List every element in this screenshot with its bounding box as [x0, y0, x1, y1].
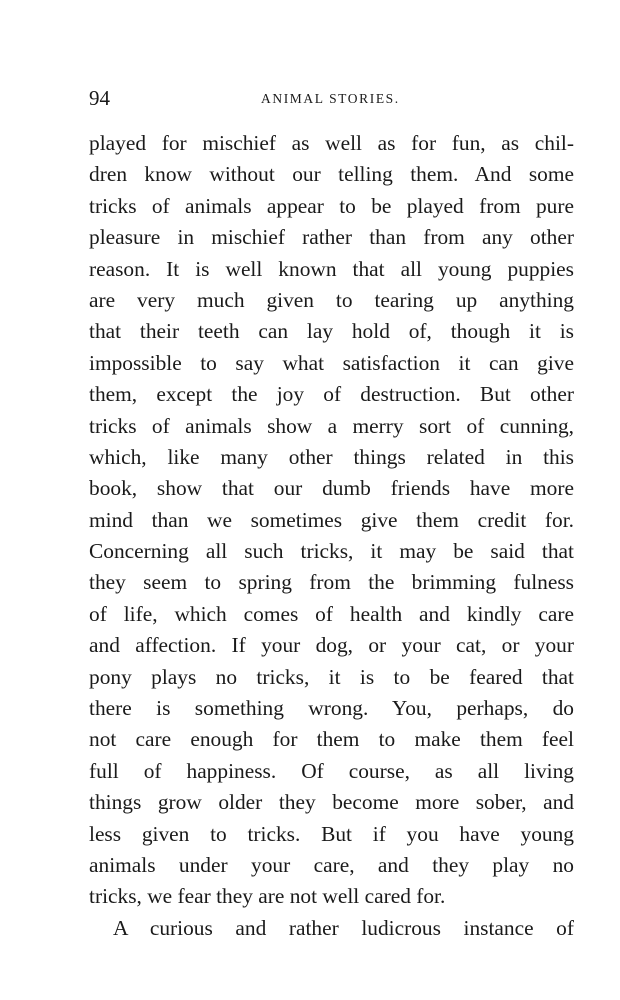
text-line: them, except the joy of destruction. But other	[89, 382, 574, 407]
text-line: reason. It is well known that all young puppies	[89, 256, 574, 281]
text-line: there is something wrong. You, perhaps, do	[89, 696, 574, 721]
text-line: tricks of animals show a merry sort of cunning,	[89, 413, 574, 438]
text-line: that their teeth can lay hold of, though it is	[89, 319, 574, 344]
text-line: which, like many other things related in this	[89, 444, 574, 469]
text-line: are very much given to tearing up anything	[89, 287, 574, 312]
text-line: pleasure in mischief rather than from any other	[89, 225, 574, 250]
text-line: and affection. If your dog, or your cat, or your	[89, 633, 574, 658]
text-line: played for mischief as well as for fun, as chil-	[89, 131, 574, 155]
page-number: 94	[89, 86, 110, 110]
body-text	[89, 128, 574, 944]
running-title: ANIMAL STORIES.	[261, 91, 400, 106]
text-line: less given to tricks. But if you have young	[89, 821, 574, 846]
text-line: things grow older they become more sober, and	[89, 790, 574, 815]
text-line: animals under your care, and they play no	[89, 852, 574, 877]
text-line: book, show that our dumb friends have more	[89, 476, 574, 501]
text-line: mind than we sometimes give them credit for.	[89, 507, 574, 532]
text-line: Concerning all such tricks, it may be said that	[89, 539, 574, 564]
text-line: A curious and rather ludicrous instance of	[113, 915, 574, 940]
text-line: full of happiness. Of course, as all living	[89, 758, 574, 783]
text-line: they seem to spring from the brimming fulness	[89, 570, 574, 595]
text-line: of life, which comes of health and kindly care	[89, 601, 574, 626]
text-line: tricks, we fear they are not well cared for.	[89, 884, 446, 909]
text-line: tricks of animals appear to be played from pure	[89, 193, 574, 218]
text-line: impossible to say what satisfaction it can give	[89, 350, 574, 375]
text-line: pony plays no tricks, it is to be feared that	[89, 664, 574, 689]
text-line: not care enough for them to make them feel	[89, 727, 574, 752]
page-header	[89, 86, 574, 112]
text-line: dren know without our telling them. And some	[89, 162, 574, 187]
